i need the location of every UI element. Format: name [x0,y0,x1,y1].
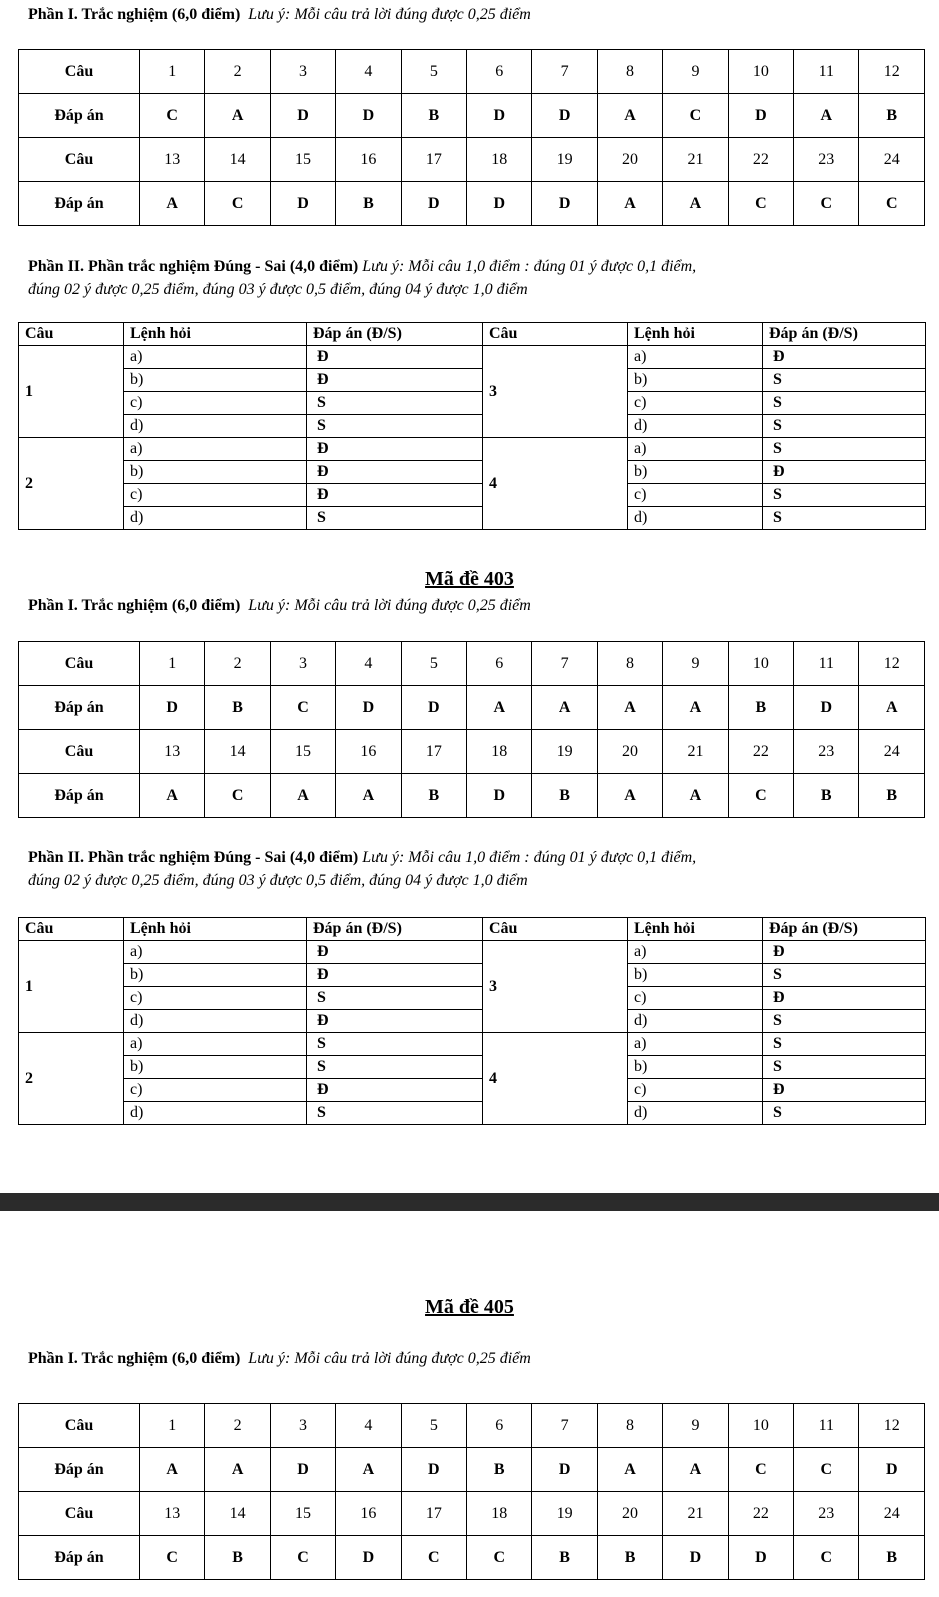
row-label: Câu [19,1492,140,1536]
option: d) [124,1010,307,1033]
answer: S [307,987,483,1010]
col-cau: Câu [19,918,124,941]
q-number: 4 [483,1033,628,1125]
s1-p1-note: Lưu ý: Mỗi câu trả lời đúng được 0,25 điểm [248,597,531,614]
q-num: 14 [205,1492,270,1536]
q-num: 23 [794,138,859,182]
option: b) [124,369,307,392]
q-num: 20 [597,138,662,182]
q-num: 11 [794,1404,859,1448]
answer: Đ [307,369,483,392]
q-num: 1 [140,642,205,686]
q-num: 3 [270,50,335,94]
q-num: 17 [401,730,466,774]
answer: B [401,774,466,818]
answer: A [663,1448,728,1492]
answer: Đ [763,1079,926,1102]
option: a) [628,346,763,369]
answer: S [763,1010,926,1033]
row-label: Câu [19,642,140,686]
answer: C [663,94,728,138]
answer: D [140,686,205,730]
answer: S [763,1102,926,1125]
answer: A [140,774,205,818]
answer: S [307,507,483,530]
q-num: 22 [728,730,793,774]
q-num: 1 [140,50,205,94]
q-num: 16 [336,138,401,182]
q-num: 22 [728,1492,793,1536]
s1-title [0,568,939,591]
q-num: 8 [597,1404,662,1448]
row-label: Câu [19,138,140,182]
q-num: 7 [532,1404,597,1448]
s0-p1-note: Lưu ý: Mỗi câu trả lời đúng được 0,25 điểm [248,6,531,23]
answer: A [597,686,662,730]
row-label: Đáp án [19,1448,140,1492]
q-num: 8 [597,50,662,94]
s0-part2-heading [0,255,939,301]
q-num: 12 [859,642,925,686]
s1-p2-note2: đúng 02 ý được 0,25 điểm, đúng 03 ý được 0,5 điểm, đúng 04 ý được 1,0 điểm [28,872,528,889]
q-num: 14 [205,138,270,182]
s0-part1-heading [0,6,939,24]
q-number: 1 [19,941,124,1033]
answer: A [532,686,597,730]
answer: A [597,1448,662,1492]
q-num: 14 [205,730,270,774]
option: a) [628,1033,763,1056]
q-num: 24 [859,730,925,774]
answer: A [205,1448,270,1492]
option: d) [124,1102,307,1125]
q-num: 16 [336,1492,401,1536]
q-num: 19 [532,138,597,182]
col-lenh: Lệnh hỏi [628,323,763,346]
q-number: 2 [19,1033,124,1125]
answer: B [205,686,270,730]
answer: C [205,182,270,226]
option: b) [628,964,763,987]
q-num: 22 [728,138,793,182]
s0-mc-arow-2 [19,182,925,226]
q-num: 12 [859,50,925,94]
s0-mc-arow-1 [19,94,925,138]
q-num: 13 [140,1492,205,1536]
answer: C [728,774,793,818]
answer: Đ [307,438,483,461]
s0-p1-title: Phần I. Trắc nghiệm (6,0 điểm) [28,6,241,23]
q-num: 2 [205,50,270,94]
answer: B [859,94,925,138]
answer: B [728,686,793,730]
q-num: 24 [859,138,925,182]
col-lenh: Lệnh hỏi [124,323,307,346]
option: d) [628,507,763,530]
col-dapan: Đáp án (Đ/S) [307,918,483,941]
option: c) [124,484,307,507]
answer: A [140,182,205,226]
option: c) [124,1079,307,1102]
answer: Đ [307,461,483,484]
answer: Đ [307,964,483,987]
answer: D [401,1448,466,1492]
option: d) [628,415,763,438]
answer: D [270,94,335,138]
s0-mc-table [18,49,925,226]
answer: C [794,1448,859,1492]
q-num: 4 [336,642,401,686]
answer: S [763,484,926,507]
q-num: 7 [532,642,597,686]
row-label: Đáp án [19,182,140,226]
answer: Đ [307,1079,483,1102]
s2-mc-table [18,1403,925,1580]
option: a) [628,941,763,964]
s2-p1-title: Phần I. Trắc nghiệm (6,0 điểm) [28,1350,241,1367]
option: c) [628,987,763,1010]
s1-ds-table [18,917,926,1125]
answer: S [307,415,483,438]
answer: C [401,1536,466,1580]
answer: Đ [307,941,483,964]
row-label: Đáp án [19,774,140,818]
answer: S [763,369,926,392]
col-cau: Câu [483,918,628,941]
answer: A [597,94,662,138]
q-num: 5 [401,50,466,94]
option: c) [628,484,763,507]
q-num: 13 [140,730,205,774]
option: d) [124,415,307,438]
q-num: 10 [728,642,793,686]
s0-p2-note1: Lưu ý: Mỗi câu 1,0 điểm : đúng 01 ý được 0,1 điểm, [362,258,697,275]
answer: S [763,392,926,415]
option: b) [124,964,307,987]
answer: B [597,1536,662,1580]
option: a) [124,438,307,461]
s1-part1-heading [0,597,939,615]
answer: D [336,94,401,138]
option: a) [628,438,763,461]
s1-part2-heading [0,846,939,892]
answer: S [763,415,926,438]
page-separator [0,1193,939,1211]
answer: C [205,774,270,818]
answer: A [597,182,662,226]
answer: D [532,182,597,226]
q-num: 18 [467,1492,532,1536]
q-num: 11 [794,50,859,94]
answer: Đ [307,484,483,507]
row-label: Câu [19,1404,140,1448]
col-lenh: Lệnh hỏi [628,918,763,941]
q-num: 17 [401,138,466,182]
q-num: 7 [532,50,597,94]
q-num: 3 [270,1404,335,1448]
option: b) [628,461,763,484]
q-num: 23 [794,730,859,774]
q-num: 21 [663,730,728,774]
answer: S [307,1056,483,1079]
answer: Đ [763,461,926,484]
exam-code-title: Mã đề 403 [425,568,514,590]
answer: D [270,1448,335,1492]
answer: D [794,686,859,730]
answer: D [467,94,532,138]
answer: C [140,94,205,138]
option: a) [124,941,307,964]
row-label: Đáp án [19,686,140,730]
s1-p2-note1: Lưu ý: Mỗi câu 1,0 điểm : đúng 01 ý được 0,1 điểm, [362,849,697,866]
col-cau: Câu [483,323,628,346]
answer: B [401,94,466,138]
answer: B [467,1448,532,1492]
row-label: Đáp án [19,1536,140,1580]
s0-p2-title: Phần II. Phần trắc nghiệm Đúng - Sai (4,0 điểm) [28,258,359,275]
answer: B [794,774,859,818]
answer: S [307,392,483,415]
q-num: 5 [401,1404,466,1448]
q-num: 6 [467,642,532,686]
answer: B [532,1536,597,1580]
answer: S [763,507,926,530]
q-number: 3 [483,346,628,438]
s2-title [0,1296,939,1319]
answer: A [663,686,728,730]
q-number: 4 [483,438,628,530]
answer: B [205,1536,270,1580]
option: b) [124,461,307,484]
option: d) [628,1102,763,1125]
q-num: 10 [728,1404,793,1448]
q-num: 24 [859,1492,925,1536]
q-num: 17 [401,1492,466,1536]
answer: D [728,1536,793,1580]
answer: D [467,774,532,818]
option: c) [628,392,763,415]
q-num: 9 [663,1404,728,1448]
q-num: 12 [859,1404,925,1448]
q-num: 13 [140,138,205,182]
q-num: 15 [270,730,335,774]
answer: A [467,686,532,730]
col-cau: Câu [19,323,124,346]
option: c) [628,1079,763,1102]
q-num: 1 [140,1404,205,1448]
q-num: 20 [597,1492,662,1536]
answer: B [336,182,401,226]
answer: D [728,94,793,138]
answer: A [205,94,270,138]
q-num: 10 [728,50,793,94]
q-num: 16 [336,730,401,774]
exam-code-title: Mã đề 405 [425,1296,514,1318]
option: b) [628,369,763,392]
q-num: 3 [270,642,335,686]
answer: Đ [307,346,483,369]
q-num: 6 [467,1404,532,1448]
answer: D [336,686,401,730]
option: c) [124,987,307,1010]
q-num: 11 [794,642,859,686]
s0-mc-qrow-1 [19,50,925,94]
answer: A [336,774,401,818]
col-dapan: Đáp án (Đ/S) [307,323,483,346]
q-num: 9 [663,50,728,94]
answer: A [270,774,335,818]
s0-ds-table [18,322,926,530]
answer: B [532,774,597,818]
q-num: 21 [663,138,728,182]
option: d) [124,507,307,530]
q-num: 19 [532,1492,597,1536]
answer: A [663,182,728,226]
answer: B [859,774,925,818]
q-num: 21 [663,1492,728,1536]
answer: C [794,1536,859,1580]
row-label: Câu [19,50,140,94]
answer: Đ [763,346,926,369]
answer: S [763,1033,926,1056]
option: c) [124,392,307,415]
answer: B [859,1536,925,1580]
answer: C [270,686,335,730]
answer: A [140,1448,205,1492]
answer: A [859,686,925,730]
answer: Đ [763,941,926,964]
answer: C [270,1536,335,1580]
col-lenh: Lệnh hỏi [124,918,307,941]
answer: C [794,182,859,226]
option: a) [124,1033,307,1056]
q-num: 9 [663,642,728,686]
q-number: 1 [19,346,124,438]
answer: Đ [307,1010,483,1033]
q-num: 23 [794,1492,859,1536]
q-num: 18 [467,730,532,774]
answer: D [401,686,466,730]
s1-p2-title: Phần II. Phần trắc nghiệm Đúng - Sai (4,0 điểm) [28,849,359,866]
answer: A [794,94,859,138]
q-num: 19 [532,730,597,774]
option: b) [628,1056,763,1079]
answer: C [728,1448,793,1492]
col-dapan: Đáp án (Đ/S) [763,918,926,941]
q-num: 2 [205,1404,270,1448]
q-num: 15 [270,138,335,182]
option: a) [124,346,307,369]
answer: D [532,94,597,138]
answer: A [597,774,662,818]
q-num: 18 [467,138,532,182]
answer: D [532,1448,597,1492]
option: d) [628,1010,763,1033]
s2-part1-heading [0,1350,939,1368]
row-label: Đáp án [19,94,140,138]
answer: C [728,182,793,226]
q-number: 3 [483,941,628,1033]
s1-p1-title: Phần I. Trắc nghiệm (6,0 điểm) [28,597,241,614]
q-num: 5 [401,642,466,686]
answer: C [859,182,925,226]
answer: C [140,1536,205,1580]
answer: D [270,182,335,226]
option: b) [124,1056,307,1079]
answer: S [763,1056,926,1079]
col-dapan: Đáp án (Đ/S) [763,323,926,346]
answer: A [336,1448,401,1492]
q-num: 6 [467,50,532,94]
q-num: 4 [336,50,401,94]
s0-mc-qrow-2 [19,138,925,182]
answer: D [467,182,532,226]
answer: D [859,1448,925,1492]
answer: S [307,1102,483,1125]
s1-mc-table [18,641,925,818]
s2-p1-note: Lưu ý: Mỗi câu trả lời đúng được 0,25 điểm [248,1350,531,1367]
answer: D [336,1536,401,1580]
answer: Đ [763,987,926,1010]
answer: S [763,438,926,461]
answer: D [401,182,466,226]
answer: C [467,1536,532,1580]
q-number: 2 [19,438,124,530]
answer: S [307,1033,483,1056]
q-num: 20 [597,730,662,774]
q-num: 8 [597,642,662,686]
row-label: Câu [19,730,140,774]
answer: S [763,964,926,987]
answer: D [663,1536,728,1580]
q-num: 4 [336,1404,401,1448]
q-num: 2 [205,642,270,686]
answer: A [663,774,728,818]
q-num: 15 [270,1492,335,1536]
s0-p2-note2: đúng 02 ý được 0,25 điểm, đúng 03 ý được 0,5 điểm, đúng 04 ý được 1,0 điểm [28,281,528,298]
